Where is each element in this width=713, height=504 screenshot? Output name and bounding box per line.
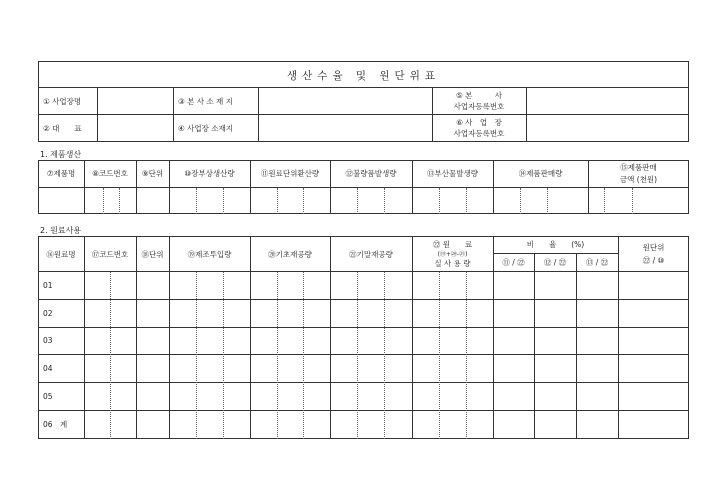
section2-title: 2. 원료사용 bbox=[40, 226, 82, 235]
page-title: 생산수율 및 원단위표 bbox=[287, 70, 440, 82]
row-label: 03 bbox=[43, 336, 53, 345]
s1-col-raw-conversion: ⑪원료단위환산량 bbox=[260, 169, 320, 178]
hq-label: ⑤ 본 사 bbox=[455, 91, 503, 100]
business-name-label: ① 사업장명 bbox=[43, 97, 82, 106]
s2-col-raw-h3: 실 사 용 량 bbox=[434, 259, 471, 268]
s2-col-code: ⑰코드번호 bbox=[91, 250, 129, 259]
s2-unit-formula: ㉒ / ⑩ bbox=[642, 256, 665, 265]
s2-unit-title: 원단위 bbox=[642, 243, 665, 252]
s2-col-material-name: ⑯원료명 bbox=[46, 250, 76, 259]
s2-ratio-col-1: ⑪ / ㉒ bbox=[502, 258, 525, 267]
representative-label: ② 대 표 bbox=[43, 124, 82, 133]
site-address-label: ④ 사업장 소재지 bbox=[178, 124, 233, 133]
s2-ratio-col-3: ⑬ / ㉒ bbox=[585, 258, 609, 267]
row-label: 06 계 bbox=[43, 420, 68, 429]
site-registration-label: 사업자등록번호 bbox=[453, 129, 505, 138]
row-label: 01 bbox=[43, 281, 53, 290]
s1-col-unit: ⑨단위 bbox=[141, 169, 164, 178]
s1-col-book-production: ⑩장부상생산량 bbox=[184, 169, 235, 178]
s1-col-sales-amount-1: ⑮제품판매 bbox=[620, 163, 657, 172]
row-label: 04 bbox=[43, 364, 53, 373]
s1-col-sales-qty: ⑭제품판매량 bbox=[518, 169, 563, 178]
hq-address-label: ③ 본 사 소 재 지 bbox=[178, 97, 233, 106]
s1-col-byproducts: ⑬부산물발생량 bbox=[427, 169, 478, 178]
s2-ratio-col-2: ⑫ / ㉒ bbox=[543, 258, 567, 267]
s2-ratio-title: 비 율 (%) bbox=[526, 240, 585, 249]
s2-col-opening-wip: ⑳기초재공량 bbox=[268, 250, 312, 259]
s2-col-raw-h1: ㉒ 원 료 bbox=[432, 240, 473, 249]
section1-title: 1. 제품생산 bbox=[40, 150, 82, 159]
s1-col-code: ⑧코드번호 bbox=[92, 169, 128, 178]
s1-col-product-name: ⑦제품명 bbox=[46, 169, 76, 178]
hq-registration-label: 사업자등록번호 bbox=[453, 102, 505, 111]
s1-col-sales-amount-2: 금액 (천원) bbox=[619, 175, 658, 184]
site-label: ⑥ 사 업 장 bbox=[456, 118, 502, 127]
s2-col-raw-h2: (⑲+⑳-㉑) bbox=[437, 251, 468, 258]
row-label: 05 bbox=[43, 392, 53, 401]
row-label: 02 bbox=[43, 309, 53, 318]
s1-col-defects: ⑫불량품발생량 bbox=[345, 169, 397, 178]
s2-col-closing-wip: ㉑기말재공량 bbox=[349, 250, 393, 259]
s2-col-unit: ⑱단위 bbox=[141, 250, 164, 259]
s2-col-input: ⑲제조투입량 bbox=[187, 250, 232, 259]
